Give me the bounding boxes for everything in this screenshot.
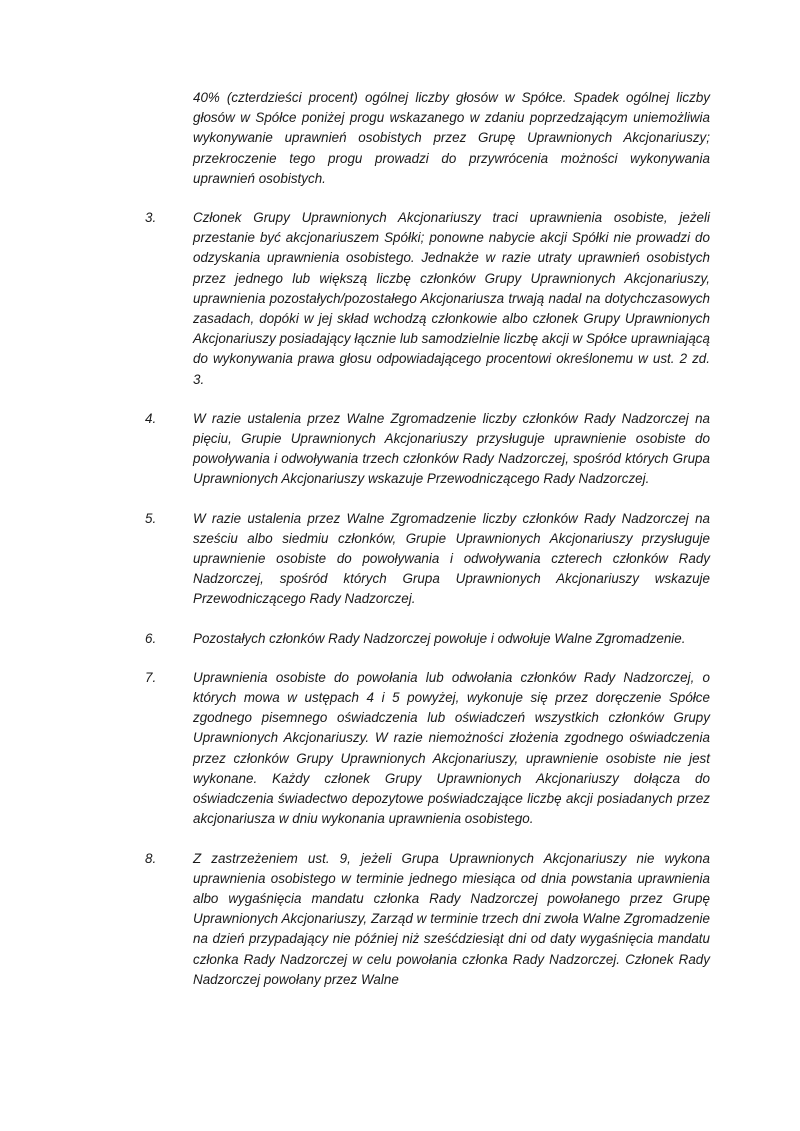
- list-item-text: W razie ustalenia przez Walne Zgromadzenie liczby członków Rady Nadzorczej na sześciu albo siedmiu członków, Grupie Uprawnionych Akcjonariuszy przysługuje uprawnienie osobiste do powoływania i odwoływania czterech członków Rady Nadzorczej, spośród których Grupa Uprawnionych Akcjonariuszy wskazuje Przewodniczącego Rady Nadzorczej.: [193, 510, 710, 607]
- list-item-number: 6.: [145, 630, 157, 646]
- list-item-text: Z zastrzeżeniem ust. 9, jeżeli Grupa Uprawnionych Akcjonariuszy nie wykona uprawnienia osobistego w terminie jednego miesiąca od dnia powstania uprawnienia albo wygaśnięcia mandatu członka Rady Nadzorczej powołanego przez Grupę Uprawnionych Akcjonariuszy, Zarząd w terminie trzech dni zwoła Walne Zgromadzenie na dzień przypadający nie później niż sześćdziesiąt dni od daty wygaśnięcia mandatu członka Rady Nadzorczej w celu powołania członka Rady Nadzorczej. Członek Rady Nadzorczej powołany przez Walne: [193, 850, 710, 987]
- document-body: [145, 88, 710, 990]
- list-item-number: 5.: [145, 510, 157, 526]
- list-item-number: 3.: [145, 210, 157, 226]
- list-item-text: Uprawnienia osobiste do powołania lub odwołania członków Rady Nadzorczej, o których mowa w ustępach 4 i 5 powyżej, wykonuje się przez doręczenie Spółce zgodnego pisemnego oświadczenia lub oświadczeń wszystkich członków Grupy Uprawnionych Akcjonariuszy. W razie niemożności złożenia zgodnego oświadczenia przez członków Grupy Uprawnionych Akcjonariuszy, uprawnienie osobiste nie jest wykonane. Każdy członek Grupy Uprawnionych Akcjonariuszy dołącza do oświadczenia świadectwo depozytowe poświadczające liczbę akcji posiadanych przez akcjonariusza w dniu wykonania uprawnienia osobistego.: [193, 669, 710, 827]
- list-item: [145, 629, 710, 649]
- list-item-number: 8.: [145, 850, 157, 866]
- list-item-number: 4.: [145, 410, 157, 426]
- list-item: [145, 509, 710, 610]
- continuation-paragraph: 40% (czterdzieści procent) ogólnej liczby głosów w Spółce. Spadek ogólnej liczby głosów w Spółce poniżej progu wskazanego w zdaniu poprzedzającym uniemożliwia wykonywanie uprawnień osobistych przez Grupę Uprawnionych Akcjonariuszy; przekroczenie tego progu prowadzi do przywrócenia możności wykonywania uprawnień osobistych.: [193, 90, 710, 186]
- list-item-text: Pozostałych członków Rady Nadzorczej powołuje i odwołuje Walne Zgromadzenie.: [193, 630, 686, 646]
- list-item: [145, 668, 710, 830]
- list-item: [145, 849, 710, 990]
- list-item: [145, 409, 710, 490]
- list-item: [145, 208, 710, 390]
- list-item-number: 7.: [145, 669, 157, 685]
- list-item-text: W razie ustalenia przez Walne Zgromadzenie liczby członków Rady Nadzorczej na pięciu, Grupie Uprawnionych Akcjonariuszy przysługuje uprawnienie osobiste do powoływania i odwoływania trzech członków Rady Nadzorczej, spośród których Grupa Uprawnionych Akcjonariuszy wskazuje Przewodniczącego Rady Nadzorczej.: [193, 410, 710, 487]
- list-item-text: Członek Grupy Uprawnionych Akcjonariuszy traci uprawnienia osobiste, jeżeli przestanie być akcjonariuszem Spółki; ponowne nabycie akcji Spółki nie prowadzi do odzyskania uprawnienia osobistego. Jednakże w razie utraty uprawnień osobistych przez jednego lub większą liczbę członków Grupy Uprawnionych Akcjonariuszy, uprawnienia pozostałych/pozostałego Akcjonariusza trwają nadal na dotychczasowych zasadach, dopóki w jej skład wchodzą członkowie albo członek Grupy Uprawnionych Akcjonariuszy posiadający łącznie lub samodzielnie liczbę akcji w Spółce uprawniającą do wykonywania prawa głosu odpowiadającego procentowi określonemu w ust. 2 zd. 3.: [193, 210, 710, 387]
